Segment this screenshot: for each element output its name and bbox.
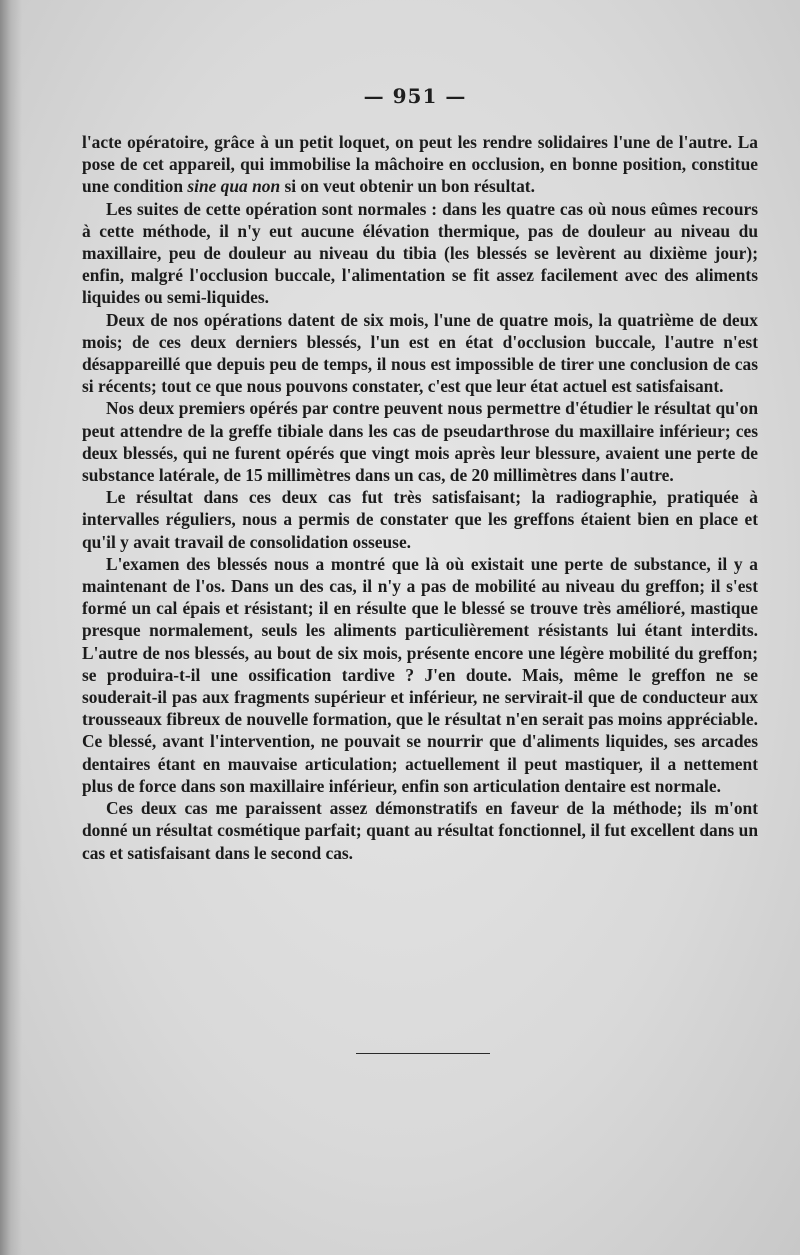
body-text — [82, 131, 758, 864]
page-number: — 951 — — [363, 84, 467, 108]
paragraph-1-emphasis: sine qua non — [187, 176, 281, 197]
paragraph-2: Les suites de cette opération sont normales : dans les quatre cas où nous eûmes recours à cette méthode, il n'y eut aucune élévation thermique, pas de douleur au niveau du maxillaire, peu de douleur au niveau du tibia (les blessés se levèrent au dixième jour); enfin, malgré l'occlusion buccale, l'alimentation se fit assez facilement avec des aliments liquides ou semi-liquides. — [82, 198, 758, 308]
paragraph-1-before: l'acte opératoire, grâce à un petit loquet, on peut les rendre solidaires l'une de l'autre. La pose de cet appareil, qui immobilise la mâchoire en occlusion, en bonne position, constitue une condition — [82, 132, 758, 197]
paragraph-4: Nos deux premiers opérés par contre peuvent nous permettre d'étudier le résultat qu'on peut attendre de la greffe tibiale dans les cas de pseudarthrose du maxillaire inférieur; ces deux blessés, qui ne furent opérés que vingt mois après leur blessure, avaient une perte de substance latérale, de 15 millimètres dans un cas, de 20 millimètres dans l'autre. — [82, 398, 758, 486]
paragraph-1-after: si on veut obtenir un bon résultat. — [280, 176, 535, 197]
paragraph-7: Ces deux cas me paraissent assez démonstratifs en faveur de la méthode; ils m'ont donné un résultat cosmétique parfait; quant au résultat fonctionnel, il fut excellent dans un cas et satisfaisant dans le second cas. — [82, 798, 758, 863]
paragraph-6: L'examen des blessés nous a montré que là où existait une perte de substance, il y a maintenant de l'os. Dans un des cas, il n'y a pas de mobilité au niveau du greffon; il s'est formé un cal épais et résistant; il en résulte que le blessé se trouve très amélioré, mastique presque normalement, seuls les aliments particulièrement résistants lui étant interdits. L'autre de nos blessés, au bout de six mois, présente encore une légère mobilité du greffon; se produira-t-il une ossification tardive ? J'en doute. Mais, même le greffon ne se souderait-il pas aux fragments supérieur et inférieur, ne servirait-il que de conducteur aux trousseaux fibreux de nouvelle formation, que le résultat n'en serait pas moins appréciable. Ce blessé, avant l'intervention, ne pouvait se nourrir que d'aliments liquides, ses arcades dentaires étant en mauvaise articulation; actuellement il peut mastiquer, il a nettement plus de force dans son maxillaire inférieur, enfin son articulation dentaire est normale. — [82, 553, 758, 796]
paragraph-5: Le résultat dans ces deux cas fut très satisfaisant; la radiographie, pratiquée à intervalles réguliers, nous a permis de constater que les greffons étaient bien en place et qu'il y avait travail de consolidation osseuse. — [82, 487, 758, 552]
page-gutter-shadow — [0, 0, 22, 1255]
paragraph-3: Deux de nos opérations datent de six mois, l'une de quatre mois, la quatrième de deux mois; de ces deux derniers blessés, l'un est en état d'occlusion buccale, l'autre n'est désappareillé que depuis peu de temps, il nous est impossible de tirer une conclusion de cas si récents; tout ce que nous pouvons constater, c'est que leur état actuel est satisfaisant. — [82, 309, 758, 397]
paragraph-1 — [82, 131, 758, 198]
end-rule — [356, 1053, 490, 1054]
